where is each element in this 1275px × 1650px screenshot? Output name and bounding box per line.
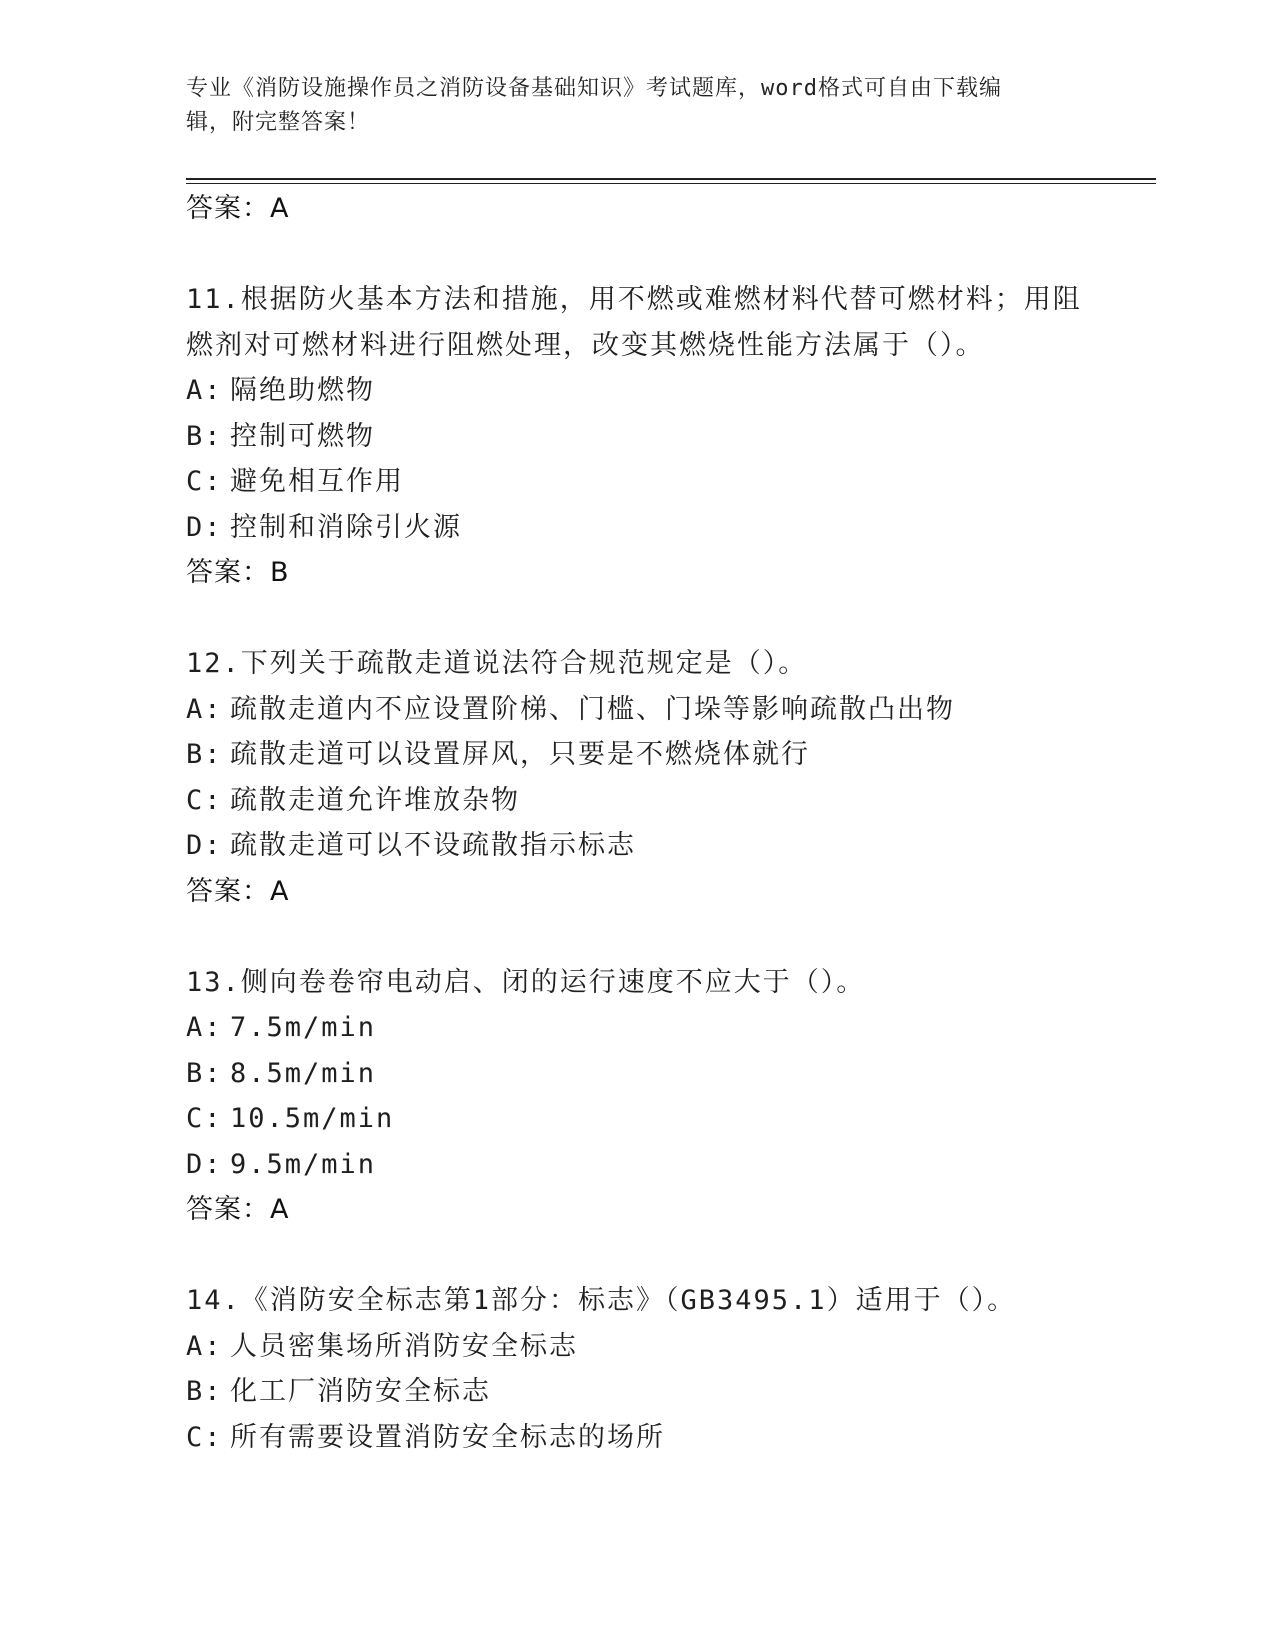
option-text: 疏散走道允许堆放杂物 [230, 784, 520, 816]
question-12 [186, 641, 1136, 914]
spacer [186, 914, 1136, 960]
spacer [186, 596, 1136, 642]
option-d [186, 823, 1136, 869]
option-key: A: [186, 1330, 223, 1362]
option-key: A: [186, 375, 223, 406]
answer: 答案：B [186, 557, 290, 588]
option-text: 10.5m/min [230, 1103, 395, 1134]
option-d [186, 505, 1136, 551]
option-c [186, 778, 1136, 824]
option-text: 9.5m/min [230, 1148, 377, 1180]
option-b [186, 1369, 1136, 1415]
option-c [186, 459, 1136, 505]
option-a [186, 687, 1136, 733]
option-text: 控制和消除引火源 [230, 511, 462, 543]
option-d [186, 1142, 1136, 1188]
spacer [186, 232, 1136, 278]
option-key: C: [186, 466, 223, 497]
question-list [186, 186, 1136, 1460]
option-key: D: [186, 1148, 223, 1180]
option-key: A: [186, 693, 223, 725]
option-text: 7.5m/min [230, 1012, 377, 1043]
option-key: D: [186, 830, 223, 861]
option-c [186, 1096, 1136, 1142]
spacer [186, 1233, 1136, 1279]
option-b [186, 732, 1136, 778]
option-text: 化工厂消防安全标志 [230, 1376, 491, 1407]
question-stem: 14.《消防安全标志第1部分：标志》（GB3495.1）适用于（）。 [186, 1285, 1017, 1316]
option-text: 控制可燃物 [230, 420, 375, 452]
option-text: 人员密集场所消防安全标志 [230, 1330, 578, 1362]
option-text: 疏散走道内不应设置阶梯、门槛、门垛等影响疏散凸出物 [230, 693, 955, 725]
option-b [186, 414, 1136, 460]
header-divider-thick [186, 178, 1156, 180]
option-text: 避免相互作用 [230, 466, 404, 497]
option-a [186, 1005, 1136, 1051]
option-text: 隔绝助燃物 [230, 375, 375, 406]
header-line-2: 辑，附完整答案！ [186, 110, 371, 135]
option-text: 疏散走道可以不设疏散指示标志 [230, 830, 636, 861]
option-key: C: [186, 784, 223, 816]
option-c [186, 1415, 1136, 1461]
option-text: 疏散走道可以设置屏风，只要是不燃烧体就行 [230, 739, 810, 770]
option-key: A: [186, 1012, 223, 1043]
option-key: B: [186, 739, 223, 770]
option-text: 所有需要设置消防安全标志的场所 [230, 1421, 665, 1453]
question-stem: 11.根据防火基本方法和措施，用不燃或难燃材料代替可燃材料；用阻 [186, 284, 1082, 315]
question-11 [186, 277, 1136, 596]
option-key: B: [186, 1057, 223, 1089]
option-key: C: [186, 1103, 223, 1134]
question-stem-continued: 燃剂对可燃材料进行阻燃处理，改变其燃烧性能方法属于（）。 [186, 329, 985, 361]
question-13 [186, 960, 1136, 1233]
option-text: 8.5m/min [230, 1057, 377, 1089]
option-key: B: [186, 1376, 223, 1407]
question-stem: 13.侧向卷卷帘电动启、闭的运行速度不应大于（）。 [186, 966, 866, 998]
header-divider-thin [186, 183, 1156, 184]
answer: 答案：A [186, 1194, 290, 1225]
previous-answer: 答案：A [186, 193, 290, 224]
option-b [186, 1051, 1136, 1097]
header-line-1: 专业《消防设施操作员之消防设备基础知识》考试题库，word格式可自由下载编 [186, 76, 1002, 101]
option-a [186, 368, 1136, 414]
option-key: D: [186, 511, 223, 543]
option-a [186, 1324, 1136, 1370]
answer: 答案：A [186, 875, 290, 907]
option-key: C: [186, 1421, 223, 1453]
document-header [186, 72, 1086, 140]
option-key: B: [186, 420, 223, 452]
question-14 [186, 1278, 1136, 1460]
question-stem: 12.下列关于疏散走道说法符合规范规定是（）。 [186, 648, 808, 679]
